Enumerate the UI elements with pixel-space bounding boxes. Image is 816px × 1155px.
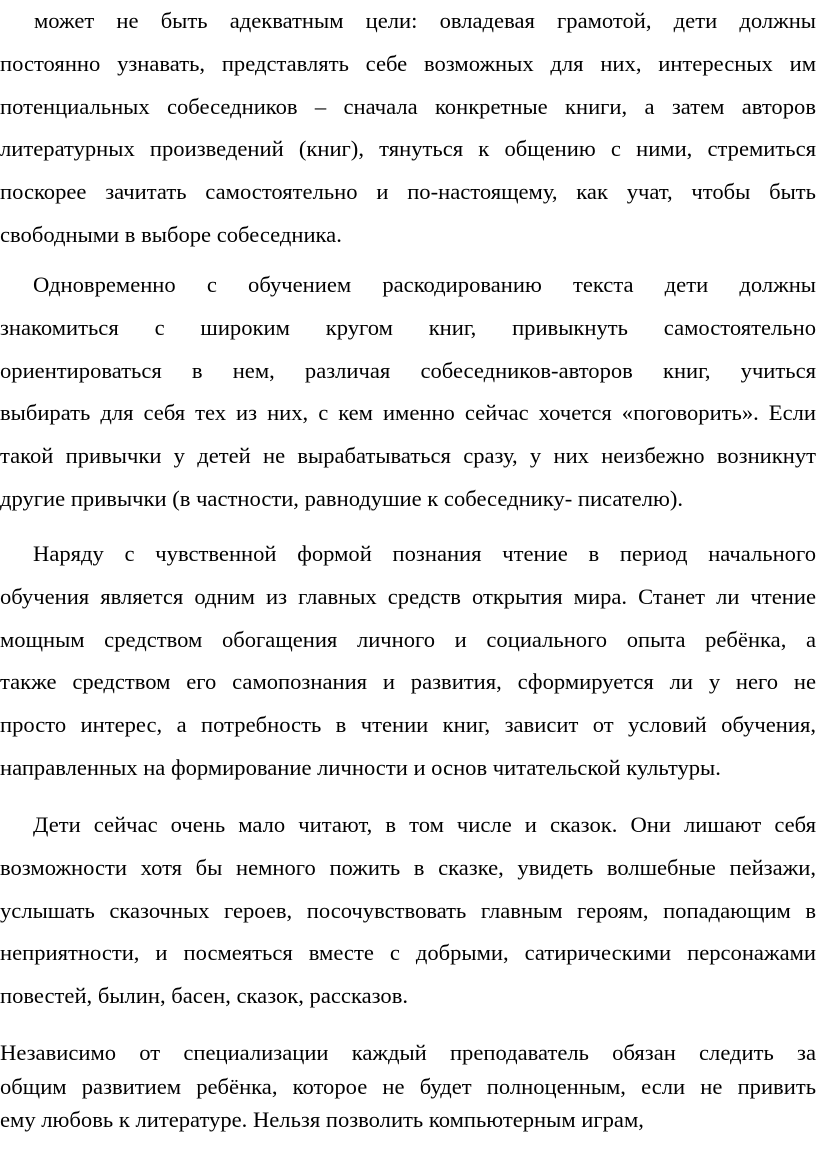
text-line: может не быть адекватным цели: овладевая грамотой, дети должны — [34, 8, 816, 33]
text-line: постоянно узнавать, представлять себе возможных для них, интересных им — [0, 50, 816, 76]
text-line: свободными в выборе собеседника. — [0, 221, 342, 247]
text-line: повестей, былин, басен, сказок, рассказов. — [0, 983, 409, 1009]
text-line: неприятности, и посмеяться вместе с добрыми, сатирическими персонажами — [0, 940, 816, 966]
text-line: Одновременно с обучением раскодированию текста дети должны — [33, 272, 816, 297]
text-line: также средством его самопознания и развития, сформируется ли у него не — [0, 669, 816, 695]
text-line: Наряду с чувственной формой познания чтение в период начального — [33, 541, 816, 566]
paragraph-5 — [0, 1036, 816, 1137]
text-line: возможности хотя бы немного пожить в сказке, увидеть волшебные пейзажи, — [0, 854, 816, 880]
paragraph-2 — [0, 264, 816, 521]
text-line: Дети сейчас очень мало читают, в том числе и сказок. Они лишают себя — [33, 812, 816, 837]
text-line: мощным средством обогащения личного и социального опыта ребёнка, а — [0, 626, 816, 652]
text-line: услышать сказочных героев, посочувствовать главным героям, попадающим в — [0, 897, 816, 923]
paragraph-4 — [0, 804, 816, 1018]
text-line: ему любовь к литературе. Нельзя позволить компьютерным играм, — [0, 1107, 644, 1132]
text-line: потенциальных собеседников – сначала конкретные книги, а затем авторов — [0, 93, 816, 119]
text-line: выбирать для себя тех из них, с кем именно сейчас хочется «поговорить». Если — [0, 400, 816, 426]
text-line: ориентироваться в нем, различая собеседников-авторов книг, учиться — [0, 357, 816, 383]
text-line: знакомиться с широким кругом книг, привыкнуть самостоятельно — [0, 314, 816, 340]
paragraph-1 — [0, 0, 816, 257]
paragraph-3 — [0, 533, 816, 790]
text-line: просто интерес, а потребность в чтении книг, зависит от условий обучения, — [0, 712, 816, 738]
text-line: Независимо от специализации каждый преподаватель обязан следить за — [0, 1040, 816, 1065]
text-line: литературных произведений (книг), тянуться к общению с ними, стремиться — [0, 136, 816, 162]
text-line: такой привычки у детей не вырабатываться сразу, у них неизбежно возникнут — [0, 443, 816, 469]
text-line: обучения является одним из главных средств открытия мира. Станет ли чтение — [0, 583, 816, 609]
text-line: другие привычки (в частности, равнодушие к собеседнику- писателю). — [0, 485, 684, 511]
text-line: направленных на формирование личности и основ читательской культуры. — [0, 754, 721, 780]
text-line: общим развитием ребёнка, которое не будет полноценным, если не привить — [0, 1073, 816, 1099]
text-line: поскорее зачитать самостоятельно и по-настоящему, как учат, чтобы быть — [0, 179, 816, 205]
